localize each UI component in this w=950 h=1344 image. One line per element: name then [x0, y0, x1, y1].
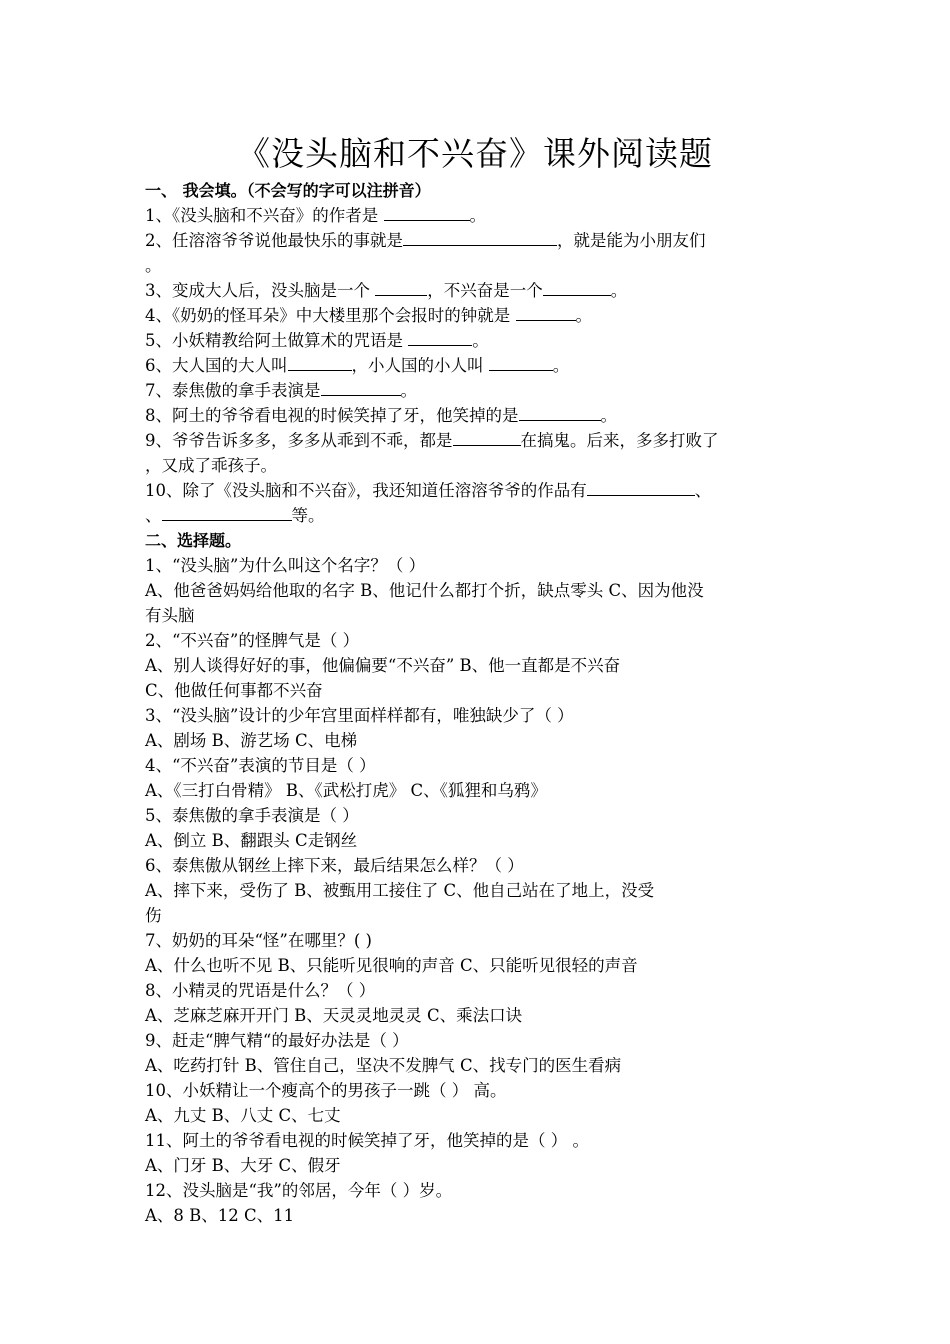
choice-line: 12、没头脑是“我”的邻居，今年（ ）岁。	[145, 1181, 453, 1200]
choice-line: A、8 B、12 C、11	[145, 1206, 295, 1225]
fill-item-2-cont: 。	[145, 256, 162, 275]
choice-line: 2、“不兴奋”的怪脾气是（ ）	[145, 631, 360, 650]
answer-blank[interactable]	[453, 429, 521, 446]
answer-blank[interactable]	[384, 204, 470, 221]
choice-line: A、芝麻芝麻开开门 B、天灵灵地灵灵 C、乘法口诀	[145, 1006, 523, 1025]
choice-line: 6、泰焦傲从钢丝上摔下来，最后结果怎么样？（ ）	[145, 856, 524, 875]
answer-blank[interactable]	[288, 354, 352, 371]
choice-line: 7、奶奶的耳朵“怪”在哪里？( )	[145, 931, 372, 950]
section-1-heading: 一、 我会填。（不会写的字可以注拼音）	[145, 181, 431, 200]
choice-line: A、吃药打针 B、管住自己，坚决不发脾气 C、找专门的医生看病	[145, 1056, 622, 1075]
answer-blank[interactable]	[162, 504, 292, 521]
fill-item-1: 1、《没头脑和不兴奋》的作者是 。	[145, 206, 486, 225]
choice-line: C、他做任何事都不兴奋	[145, 681, 323, 700]
answer-blank[interactable]	[321, 379, 401, 396]
section-2-heading: 二、选择题。	[145, 531, 242, 550]
fill-item-9-cont: ，又成了乖孩子。	[145, 456, 277, 475]
fill-item-3: 3、变成大人后，没头脑是一个 ，不兴奋是一个 。	[145, 281, 628, 300]
answer-blank[interactable]	[489, 354, 553, 371]
answer-blank[interactable]	[516, 304, 576, 321]
answer-blank[interactable]	[375, 279, 427, 296]
choice-line: A、剧场 B、游艺场 C、电梯	[145, 731, 358, 750]
fill-item-10-cont: 、 等。	[145, 506, 325, 525]
document-title: 《没头脑和不兴奋》课外阅读题	[237, 134, 713, 173]
fill-item-6: 6、大人国的大人叫 ，小人国的小人叫 。	[145, 356, 570, 375]
choice-line: A、《三打白骨精》 B、《武松打虎》 C、《狐狸和乌鸦》	[145, 781, 547, 800]
choice-line: 11、阿土的爷爷看电视的时候笑掉了牙，他笑掉的是（ ） 。	[145, 1131, 589, 1150]
fill-item-7: 7、泰焦傲的拿手表演是 。	[145, 381, 417, 400]
fill-item-10: 10、除了《没头脑和不兴奋》，我还知道任溶溶爷爷的作品有 、	[145, 481, 712, 500]
fill-item-8: 8、阿土的爷爷看电视的时候笑掉了牙，他笑掉的是 。	[145, 406, 617, 425]
choice-line: A、门牙 B、大牙 C、假牙	[145, 1156, 341, 1175]
fill-item-5: 5、小妖精教给阿土做算术的咒语是 。	[145, 331, 489, 350]
choice-line: A、什么也听不见 B、只能听见很响的声音 C、只能听见很轻的声音	[145, 956, 638, 975]
answer-blank[interactable]	[403, 229, 557, 246]
choice-line: 8、小精灵的咒语是什么？（ ）	[145, 981, 376, 1000]
choice-line: 10、小妖精让一个瘦高个的男孩子一跳（ ） 高。	[145, 1081, 507, 1100]
choice-line: 有头脑	[145, 606, 195, 625]
choice-line: 5、泰焦傲的拿手表演是（ ）	[145, 806, 359, 825]
choice-line: 3、“没头脑”设计的少年宫里面样样都有，唯独缺少了（ ）	[145, 706, 574, 725]
choice-line: 9、赶走“脾气精“的最好办法是（ ）	[145, 1031, 409, 1050]
answer-blank[interactable]	[543, 279, 611, 296]
choice-line: A、九丈 B、八丈 C、七丈	[145, 1106, 341, 1125]
choice-line: A、他爸爸妈妈给他取的名字 B、他记什么都打个折，缺点零头 C、因为他没	[145, 581, 704, 600]
choice-line: A、摔下来，受伤了 B、被甄用工接住了 C、他自己站在了地上，没受	[145, 881, 655, 900]
choice-line: A、倒立 B、翻跟头 C走钢丝	[145, 831, 358, 850]
choice-line: A、别人谈得好好的事，他偏偏要“不兴奋” B、他一直都是不兴奋	[145, 656, 621, 675]
answer-blank[interactable]	[587, 479, 695, 496]
answer-blank[interactable]	[408, 329, 472, 346]
answer-blank[interactable]	[519, 404, 601, 421]
choice-line: 4、“不兴奋”表演的节目是（ ）	[145, 756, 376, 775]
fill-item-9: 9、爷爷告诉多多，多多从乖到不乖，都是 在搞鬼。后来，多多打败了	[145, 431, 719, 450]
fill-item-2: 2、任溶溶爷爷说他最快乐的事就是 ，就是能为小朋友们	[145, 231, 706, 250]
choice-line: 1、“没头脑”为什么叫这个名字？（ ）	[145, 556, 426, 575]
fill-item-4: 4、《奶奶的怪耳朵》中大楼里那个会报时的钟就是 。	[145, 306, 592, 325]
choice-line: 伤	[145, 906, 162, 925]
